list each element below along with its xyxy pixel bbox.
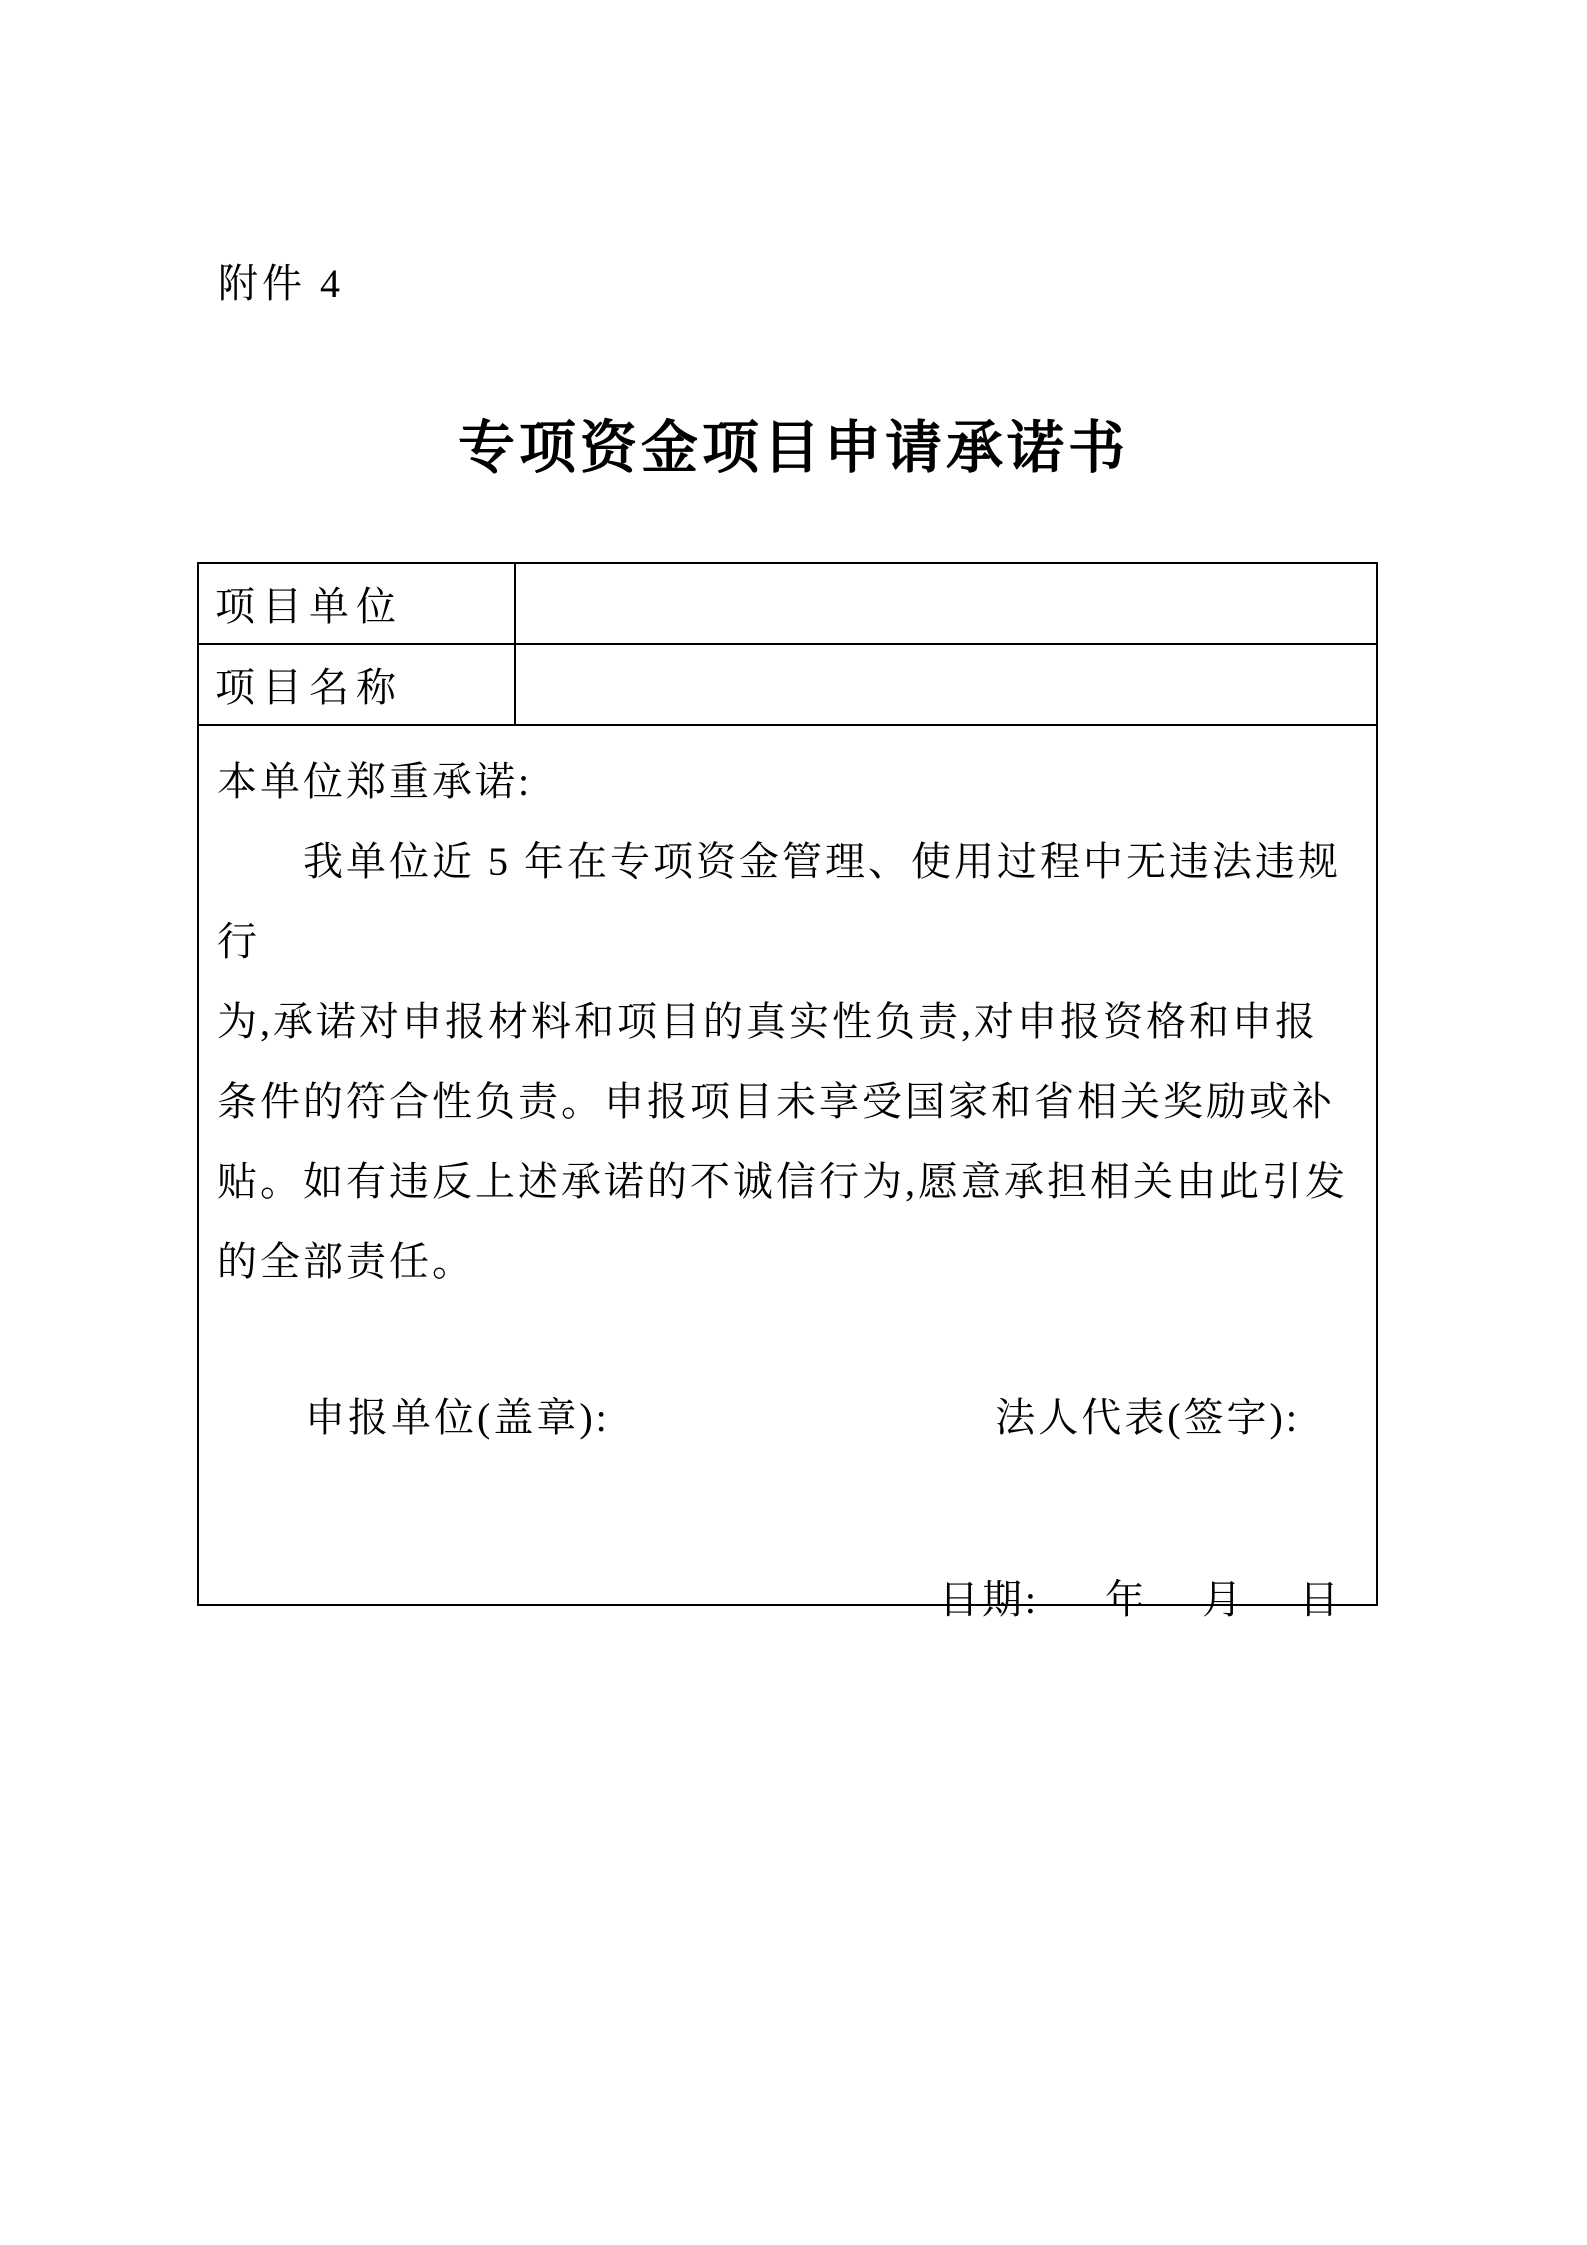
project-unit-label: 项目单位: [199, 564, 516, 643]
commitment-line: 条件的符合性负责。申报项目未享受国家和省相关奖励或补: [217, 1079, 1335, 1124]
commitment-cell: [199, 726, 1376, 1640]
commitment-line: 为,承诺对申报材料和项目的真实性负责,对申报资格和申报: [217, 999, 1318, 1044]
commitment-heading: 本单位郑重承诺:: [217, 759, 533, 804]
project-name-label: 项目名称: [199, 645, 516, 724]
month-label: 月: [1202, 1577, 1245, 1622]
commitment-paragraph: [217, 822, 1356, 1302]
unit-seal-label: 申报单位(盖章):: [305, 1395, 610, 1440]
commitment-line: 贴。如有违反上述承诺的不诚信行为,愿意承担相关由此引发: [217, 1159, 1348, 1204]
date-label: 日期:: [938, 1577, 1039, 1622]
page-title: 专项资金项目申请承诺书: [458, 417, 1129, 480]
attachment-label: 附件 4: [218, 261, 344, 306]
project-name-value-cell[interactable]: [516, 645, 1376, 724]
year-label: 年: [1105, 1577, 1148, 1622]
project-name-row: [199, 645, 1376, 726]
date-line: [217, 1560, 1356, 1640]
project-unit-value-cell[interactable]: [516, 564, 1376, 643]
day-label: 日: [1299, 1577, 1342, 1622]
commitment-line: 我单位近 5 年在专项资金管理、使用过程中无违法违规行: [217, 839, 1341, 964]
commitment-line: 的全部责任。: [217, 1239, 475, 1284]
application-form-table: [197, 562, 1378, 1622]
legal-rep-signature-label: 法人代表(签字):: [995, 1395, 1300, 1440]
project-unit-row: [199, 564, 1376, 645]
signature-row: [217, 1378, 1356, 1458]
